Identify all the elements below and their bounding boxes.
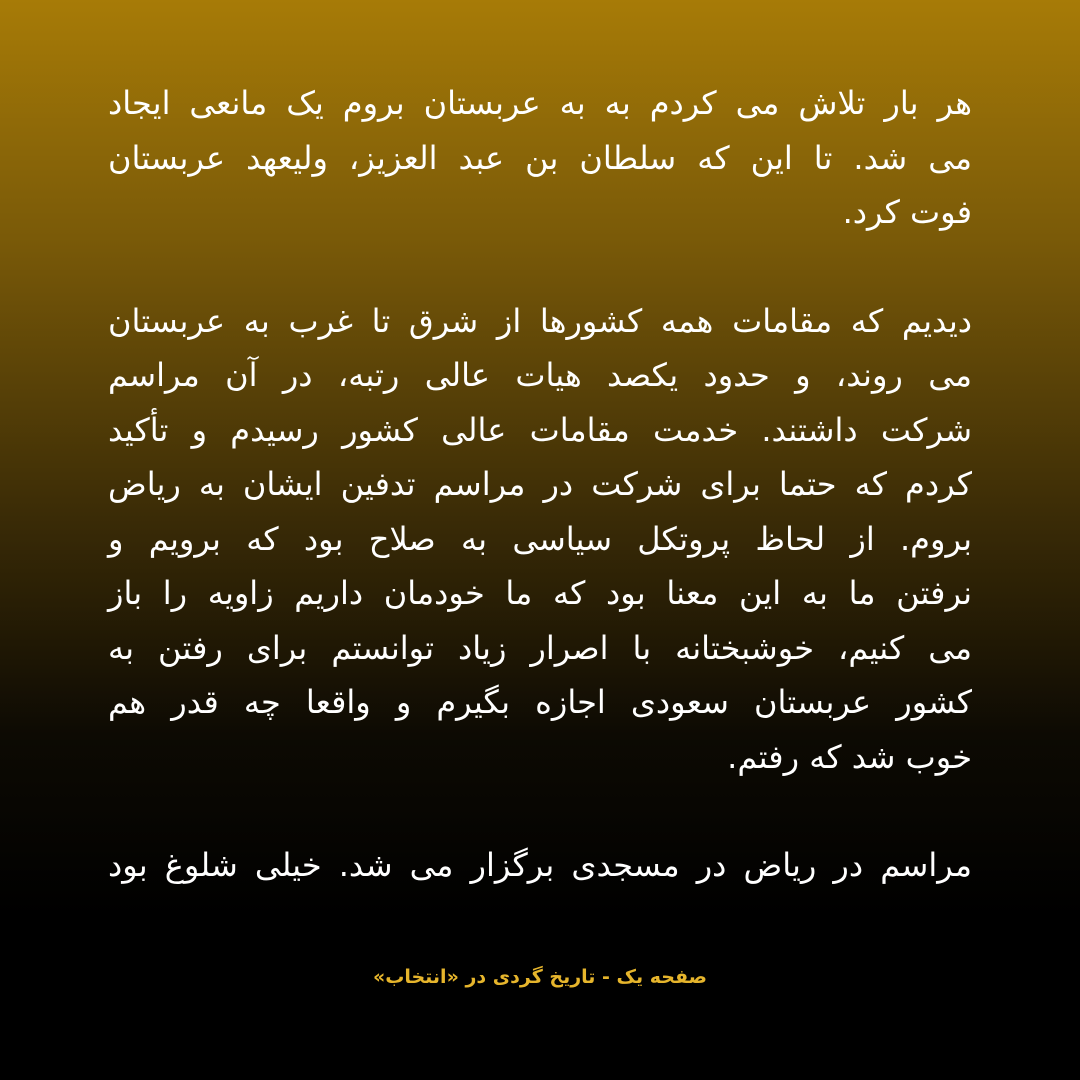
text-line: خوب شد که رفتم. [727,737,972,776]
text-line: فوت کرد. [842,193,972,231]
text-line: می شد. تا این که سلطان بن عبد العزیز، ولیعهد عربستان [108,138,972,177]
text-line: دیدیم که مقامات همه کشورها از شرق تا غرب به عربستان [108,301,972,340]
text-line: کردم که حتما برای شرکت در مراسم تدفین ایشان به ریاض [108,465,972,503]
text-line: شرکت داشتند. خدمت مقامات عالی کشور رسیدم و تأکید [108,410,972,449]
text-line: مراسم در ریاض در مسجدی برگزار می شد. خیلی شلوغ بود [108,846,972,884]
page-footer-caption: صفحه یک - تاریخ گردی در «انتخاب» [372,966,708,988]
text-line: نرفتن ما به این معنا بود که ما خودمان داریم زاویه را باز [108,574,972,612]
text-line: می روند، و حدود یکصد هیات عالی رتبه، در آن مراسم [108,356,972,394]
text-line: هر بار تلاش می کردم به به عربستان بروم یک مانعی ایجاد [108,84,972,122]
text-line: بروم. از لحاظ پروتکل سیاسی به صلاح بود که برویم و [108,519,972,558]
text-line: کشور عربستان سعودی اجازه بگیرم و واقعا چه قدر هم [108,683,972,721]
article-body [108,76,972,947]
paragraph-3 [108,838,972,893]
paragraph-2 [108,294,972,785]
text-line: می کنیم، خوشبختانه با اصرار زیاد توانستم برای رفتن به [108,628,972,667]
paragraph-1 [108,76,972,240]
